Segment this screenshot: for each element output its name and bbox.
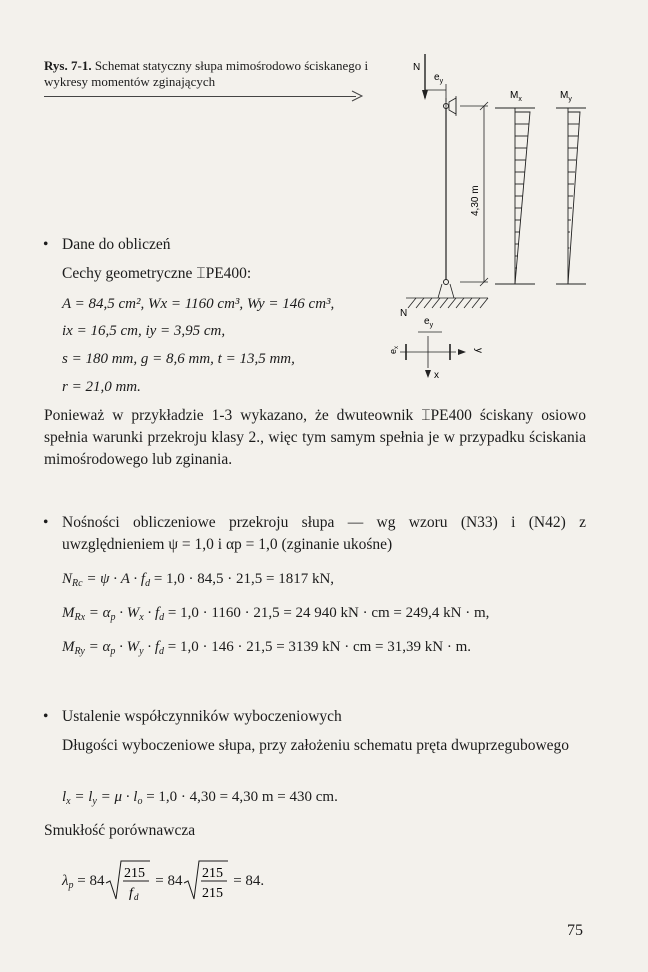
equation-lambda: $\lambda_p$ = 84 215 f d = 84 215 215 = 84. [62,858,264,904]
equation-mrx-value: = 1,0 · 1160 · 21,5 = 24 940 kN · cm = 249,4 kN · m, [167,605,490,621]
equation-mrx: $M_{Rx} = \alpha_p \cdot W_x \cdot f_d = 1,0 \cdot 1160 \cdot 21,5 = 24$ 940 kN · cm = 249,4 kN · m, [62,605,490,623]
svg-text:d: d [134,892,139,902]
top-hinge [444,96,457,116]
paragraph-class: Ponieważ w przykładzie 1-3 wykazano, że dwuteownik ⌶PE400 ściskany osiowo spełnia warunki przekroju klasy 2., więc tym samym spełnia je w przypadku ściskania mimośrodowego lub zginania. [44,407,586,468]
load-arrow [422,54,428,100]
equation-mry: $M_{Ry} = \alpha_p \cdot W_y \cdot f_d = 1,0 \cdot 146 \cdot 21,5 = 3139$ kN · cm = 31,39 kN · m. [62,639,472,657]
svg-text:215: 215 [202,886,224,901]
section-ex-label: $e_x$ [388,345,400,354]
figure-caption-text: Schemat statyczny słupa mimośrodowo ściskanego i wykresy momentów zginających [44,58,369,89]
bullet-buckling: • Ustalenie współczynników wyboczeniowych [62,706,342,728]
mx-label: $M_x$ [510,90,522,103]
svg-text:215: 215 [202,866,224,881]
cross-section [388,308,484,381]
mx-moment-diagram [495,108,535,284]
data-line-area: A = 84,5 cm², Wx = 1160 cm³, Wy = 146 cm³, [62,296,335,312]
svg-text:215: 215 [124,866,146,881]
heading-slenderness: Smukłość porównawcza [44,822,196,839]
load-label: N [413,62,421,73]
eccentricity-label: $e_y$ [434,72,444,85]
caption-rule [44,96,356,97]
equation-mry-value: = 1,0 · 146 · 21,5 = 3139 kN · cm = 31,39 kN · m. [167,639,472,655]
equation-lambda-result: = 84. [233,873,265,889]
bottom-hinge [444,280,449,285]
equation-length: $l_x = l_y = \mu \cdot l_o = 1,0 \cdot 4,30 = 4,30$ m = 430 cm. [62,789,338,807]
equation-length-value: = 1,0 · 4,30 = 4,30 m = 430 cm. [146,789,338,805]
equation-nrc-value: = 1,0 · 84,5 · 21,5 = 1817 kN, [153,571,335,587]
column-diagram [380,52,610,382]
section-load-label: N [400,308,408,319]
section-y-axis-label: y [473,348,484,353]
my-moment-diagram [556,108,586,284]
my-label: $M_y$ [560,90,572,103]
section-x-axis-label: x [434,370,439,381]
data-line-dimensions: s = 180 mm, g = 8,6 mm, t = 13,5 mm, [62,351,295,367]
equation-nrc: $N_{Rc} = \psi \cdot A \cdot f_d = 1,0 \cdot 84,5 \cdot 21,5 = 1817$ kN, [62,571,335,589]
height-label: 4,30 m [470,185,481,216]
figure-caption-label: Rys. 7-1. [44,58,92,73]
paragraph-buckling-length: Długości wyboczeniowe słupa, przy założeniu schematu pręta dwuprzegubowego [62,737,570,754]
figure-caption [44,58,374,90]
bullet-resistance: • Nośności obliczeniowe przekroju słupa — wg wzoru (N33) i (N42) z uwzględnieniem ψ = 1,0 i αp = 1,0 (zginanie ukośne) [62,512,586,556]
data-line-radius: ix = 16,5 cm, iy = 3,95 cm, [62,323,226,339]
svg-text:f: f [129,886,134,901]
ground-support [406,298,488,308]
bullet-input-data: • Dane do obliczeń [62,234,170,256]
page-number: 75 [567,922,583,939]
data-line-r: r = 21,0 mm. [62,379,141,395]
geometry-heading: Cechy geometryczne ⌶PE400: [62,265,252,282]
caption-arrow-icon [350,90,364,102]
section-ey-label: $e_y$ [424,316,434,329]
